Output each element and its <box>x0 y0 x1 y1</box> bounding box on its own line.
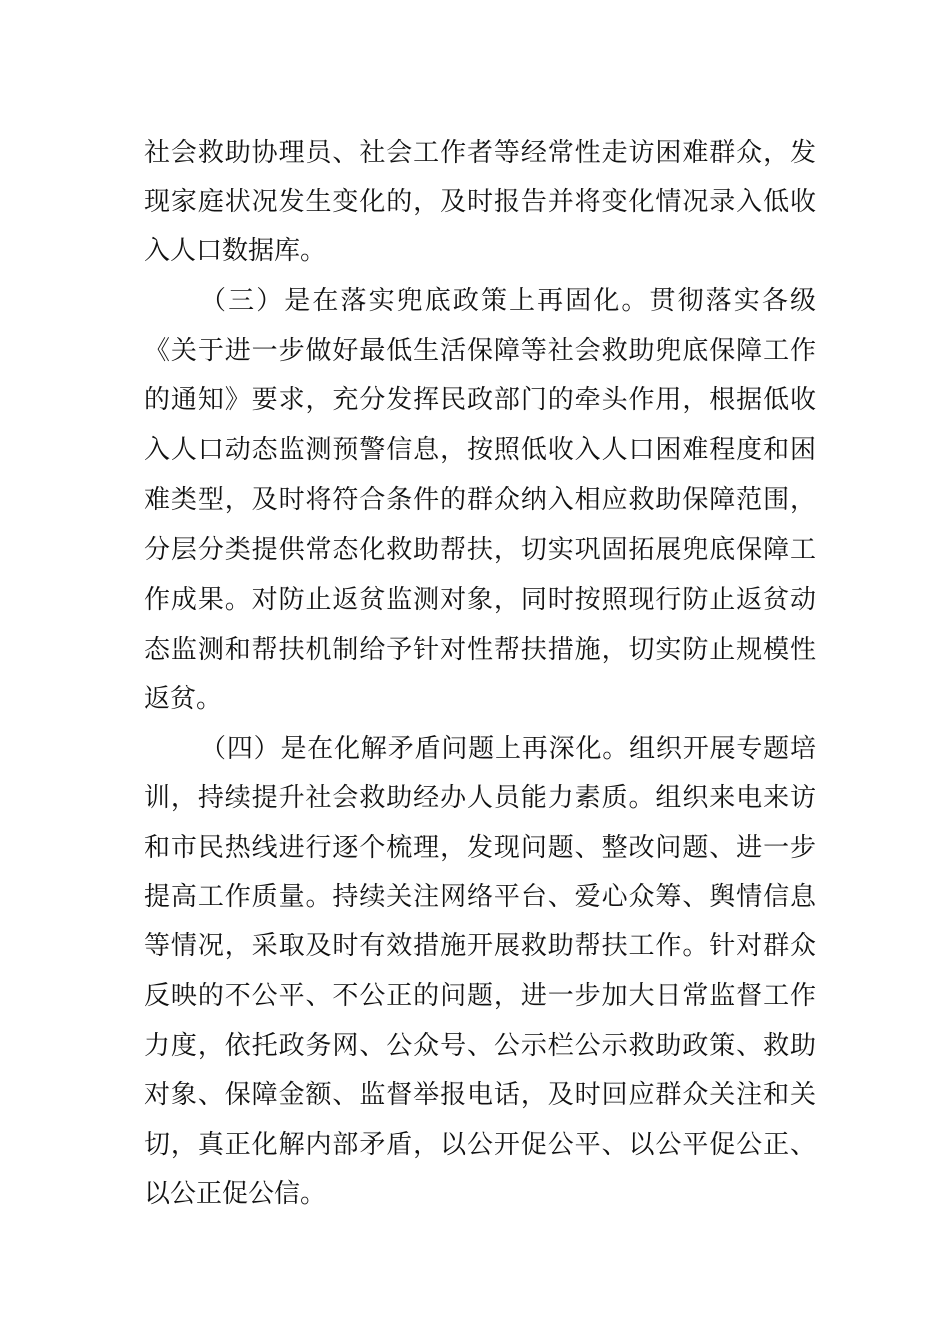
text-line: 以公正促公信。 <box>144 1179 327 1209</box>
text-line: 提高工作质量。持续关注网络平台、爱心众筹、舆情信息 <box>144 882 816 912</box>
text-line: 难类型，及时将符合条件的群众纳入相应救助保障范围， <box>144 485 816 515</box>
text-line: 社会救助协理员、社会工作者等经常性走访困难群众，发 <box>144 138 816 168</box>
text-line: 的通知》要求，充分发挥民政部门的牵头作用，根据低收 <box>144 385 816 415</box>
text-line: 返贫。 <box>144 684 223 714</box>
text-line: 入人口动态监测预警信息，按照低收入人口困难程度和困 <box>144 435 816 465</box>
text-line: 力度，依托政务网、公众号、公示栏公示救助政策、救助 <box>144 1031 816 1061</box>
text-line: 对象、保障金额、监督举报电话，及时回应群众关注和关 <box>144 1080 816 1110</box>
text-line: 训，持续提升社会救助经办人员能力素质。组织来电来访 <box>144 783 816 813</box>
text-line: 入人口数据库。 <box>144 236 327 266</box>
text-line: 等情况，采取及时有效措施开展救助帮扶工作。针对群众 <box>144 931 816 961</box>
section-heading-line: （三）是在落实兜底政策上再固化。贯彻落实各级 <box>200 286 816 316</box>
text-line: 现家庭状况发生变化的，及时报告并将变化情况录入低收 <box>144 187 816 217</box>
text-line: 和市民热线进行逐个梳理，发现问题、整改问题、进一步 <box>144 833 816 863</box>
text-line: 态监测和帮扶机制给予针对性帮扶措施，切实防止规模性 <box>144 635 816 665</box>
text-line: 分层分类提供常态化救助帮扶，切实巩固拓展兜底保障工 <box>144 535 816 565</box>
text-line: 《关于进一步做好最低生活保障等社会救助兜底保障工作 <box>144 336 816 366</box>
section-heading-line: （四）是在化解矛盾问题上再深化。组织开展专题培 <box>200 734 816 764</box>
text-line: 作成果。对防止返贫监测对象，同时按照现行防止返贫动 <box>144 585 816 615</box>
text-line: 切，真正化解内部矛盾，以公开促公平、以公平促公正、 <box>144 1130 816 1160</box>
text-line: 反映的不公平、不公正的问题，进一步加大日常监督工作 <box>144 981 816 1011</box>
